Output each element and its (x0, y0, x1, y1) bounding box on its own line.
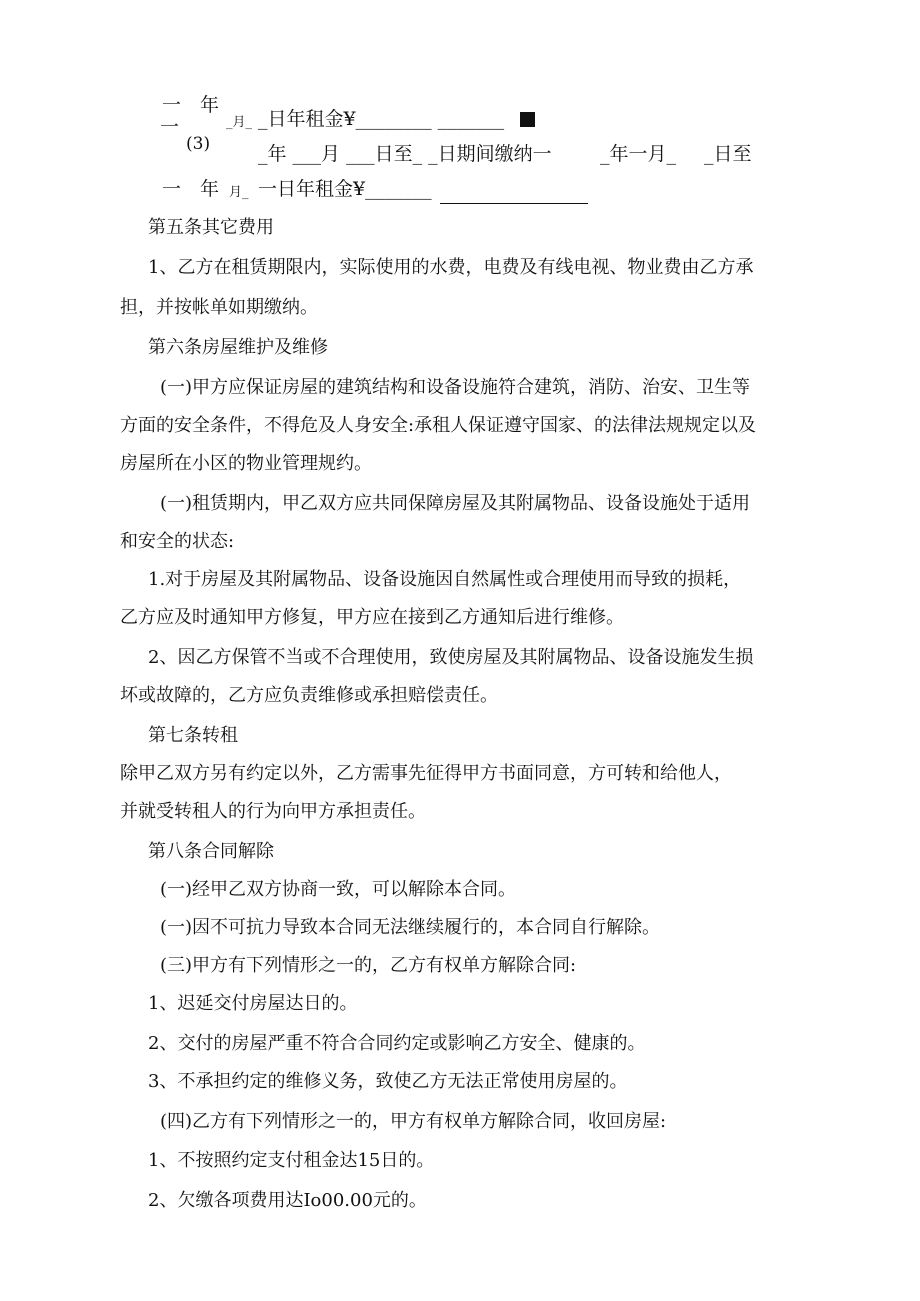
paragraph-line: (一)经甲乙双方协商一致，可以解除本合同。 (160, 879, 517, 900)
paragraph-line: 2、交付的房屋严重不符合合同约定或影响乙方安全、健康的。 (148, 1033, 646, 1054)
header-item-3: (3) (186, 134, 211, 154)
paragraph-line: 3、不承担约定的维修义务，致使乙方无法正常使用房屋的。 (148, 1071, 628, 1092)
section-5-heading: 第五条其它费用 (148, 217, 274, 238)
header-yi-2: 一 (162, 178, 182, 200)
section-8-heading: 第八条合同解除 (148, 841, 274, 862)
paragraph-line: 房屋所在小区的物业管理规约。 (120, 453, 372, 474)
blank-underline (440, 203, 588, 204)
paragraph-line: 坏或故障的，乙方应负责维修或承担赔偿责任。 (120, 685, 498, 706)
paragraph-line: (四)乙方有下列情形之一的，甲方有权单方解除合同，收回房屋: (160, 1111, 667, 1132)
paragraph-line: (一)甲方应保证房屋的建筑结构和设备设施符合建筑，消防、治安、卫生等 (160, 377, 751, 398)
header-period-to: _日至 (704, 143, 752, 165)
paragraph-line: 方面的安全条件，不得危及人身安全:承租人保证遵守国家、的法律法规规定以及 (120, 415, 757, 436)
black-square-mark (520, 112, 535, 127)
header-rent-line: _日年租金¥________ _______ (258, 108, 505, 130)
paragraph-line: 2、因乙方保管不当或不合理使用，致使房屋及其附属物品、设备设施发生损 (148, 647, 754, 668)
paragraph-line: 1、迟延交付房屋达日的。 (148, 993, 358, 1014)
header-rent-line-2: 一日年租金¥_______ (258, 178, 432, 200)
paragraph-line: (一)租赁期内，甲乙双方应共同保障房屋及其附属物品、设备设施处于适用 (160, 493, 751, 514)
header-nian-2: 年 (200, 178, 220, 200)
paragraph-line: 2、欠缴各项费用达Io00.00元的。 (148, 1190, 427, 1211)
section-7-heading: 第七条转租 (148, 725, 238, 746)
paragraph-line: 担，并按帐单如期缴纳。 (120, 297, 318, 318)
header-yi: 一 (162, 94, 182, 116)
paragraph-line: 除甲乙双方另有约定以外，乙方需事先征得甲方书面同意，方可转和给他人， (120, 763, 732, 784)
section-6-heading: 第六条房屋维护及维修 (148, 337, 328, 358)
header-period-line: _年 ___月 ___日至_ _日期间缴纳一 (258, 143, 552, 165)
paragraph-line: 1、乙方在租赁期限内，实际使用的水费，电费及有线电视、物业费由乙方承 (148, 257, 754, 278)
header-period-month: _年一月_ (600, 143, 677, 165)
paragraph-line: 和安全的状态: (120, 531, 235, 552)
paragraph-line: 1、不按照约定支付租金达15日的。 (148, 1150, 435, 1171)
header-nian: 年 (200, 94, 220, 116)
header-month-2: 月_ (229, 185, 249, 200)
paragraph-line: 1.对于房屋及其附属物品、设备设施因自然属性或合理使用而导致的损耗， (148, 569, 742, 590)
paragraph-line: (一)因不可抗力导致本合同无法继续履行的，本合同自行解除。 (160, 917, 661, 938)
paragraph-line: 并就受转租人的行为向甲方承担责任。 (120, 801, 426, 822)
paragraph-line: 乙方应及时通知甲方修复，甲方应在接到乙方通知后进行维修。 (120, 607, 624, 628)
header-dash: 一 (160, 116, 180, 138)
header-month: _月_ (226, 115, 253, 130)
paragraph-line: (三)甲方有下列情形之一的，乙方有权单方解除合同: (160, 955, 577, 976)
